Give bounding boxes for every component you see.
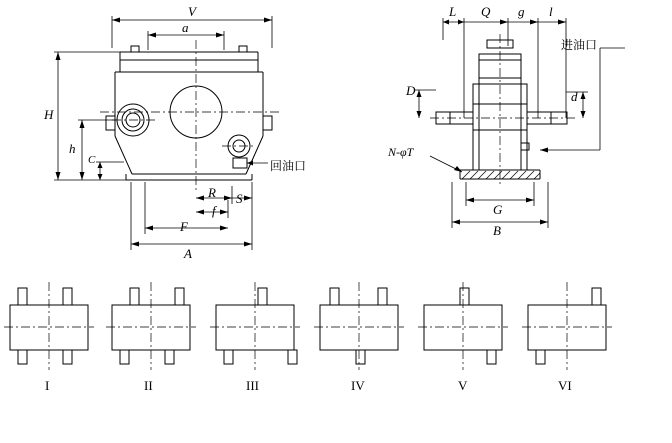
- dimension-label-d: d: [571, 89, 578, 104]
- variant-label-1: I: [45, 378, 50, 393]
- dimension-label-h: h: [69, 141, 76, 156]
- callout-hole-spec: N-φT: [388, 145, 414, 159]
- dimension-label-G: G: [493, 202, 503, 217]
- dimension-label-Q: Q: [481, 4, 491, 19]
- dimension-label-D: D: [406, 83, 416, 98]
- dimension-label-l: l: [549, 4, 553, 19]
- dimension-label-f: f: [212, 203, 216, 218]
- callout-oil-inlet: 进油口: [561, 38, 598, 52]
- variant-label-5: V: [458, 378, 468, 393]
- dimension-label-S: S: [236, 191, 243, 206]
- dimension-label-R: R: [208, 185, 216, 200]
- variant-label-2: II: [144, 378, 153, 393]
- dimension-label-L: L: [449, 4, 457, 19]
- dimension-label-A: A: [184, 246, 192, 261]
- dimension-label-V: V: [188, 4, 196, 19]
- dimension-label-C: C: [88, 154, 96, 166]
- dimension-label-g: g: [518, 4, 525, 19]
- variant-label-3: III: [246, 378, 259, 393]
- dimension-label-F: F: [180, 219, 188, 234]
- callout-oil-return: 回油口: [270, 159, 307, 173]
- variant-label-4: IV: [351, 378, 365, 393]
- dimension-label-B: B: [493, 223, 501, 238]
- variant-label-6: VI: [558, 378, 572, 393]
- dimension-label-H: H: [44, 107, 54, 122]
- dimension-label-a: a: [182, 20, 189, 35]
